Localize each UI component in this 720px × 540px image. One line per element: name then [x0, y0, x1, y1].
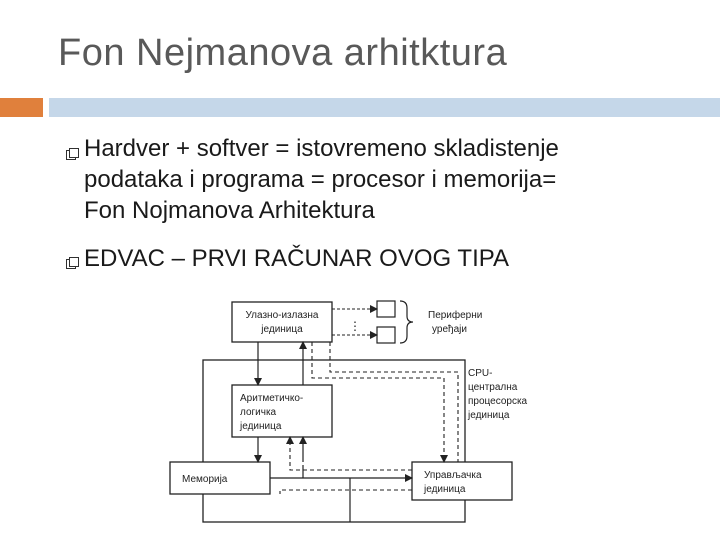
- io-unit-label: јединица: [261, 324, 303, 335]
- peripherals-label: Периферни: [428, 310, 483, 321]
- peripheral-box: [377, 301, 395, 317]
- peripheral-box: [377, 327, 395, 343]
- cpu-label: CPU-: [468, 368, 493, 379]
- alu-label: јединица: [240, 421, 282, 432]
- cpu-label: процесорска: [468, 396, 528, 407]
- bullet-1-line-2: podataka i programa = procesor i memorija=: [84, 166, 557, 193]
- control-unit-label: јединица: [424, 484, 466, 495]
- slide-title: Fon Nejmanova arhitktura: [58, 32, 508, 74]
- ellipsis-icon: ⋮: [349, 319, 361, 333]
- memory-label: Меморија: [182, 474, 228, 485]
- alu-label: Аритметичко-: [240, 393, 304, 404]
- cpu-label: централна: [468, 382, 518, 393]
- io-unit-box: [232, 302, 332, 342]
- bullet-2-line-1: EDVAC – PRVI RAČUNAR OVOG TIPA: [84, 245, 509, 272]
- bullet-1-line-1: Hardver + softver = istovremeno skladistenje: [84, 135, 559, 162]
- bullet-1-line-3: Fon Nojmanova Arhitektura: [84, 197, 375, 224]
- cpu-label: јединица: [468, 410, 510, 421]
- control-unit-label: Управљачка: [424, 470, 482, 481]
- alu-label: логичка: [240, 407, 277, 418]
- peripherals-label: уређаји: [432, 324, 467, 335]
- io-unit-label: Улазно-излазна: [245, 310, 319, 321]
- peripheral-brace: [400, 301, 413, 343]
